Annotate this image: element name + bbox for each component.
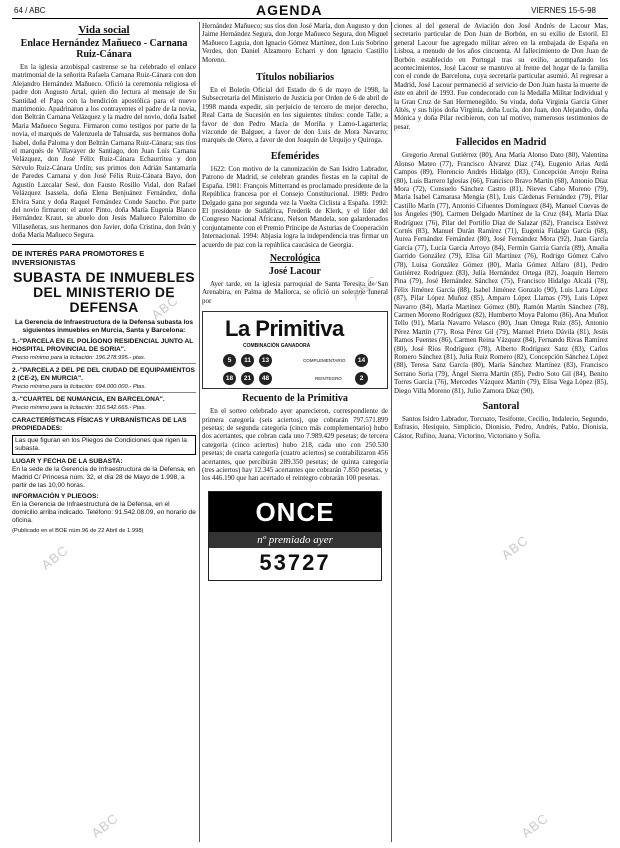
winning-number: 11 [241, 354, 254, 367]
primitiva-results-box [202, 311, 388, 389]
lot-name: 3.-"CUARTEL DE NUMANCIA, EN BARCELONA". [12, 395, 165, 403]
section-title: AGENDA [256, 2, 323, 18]
reintegro-number: 2 [355, 372, 368, 385]
article-title-enlace: Enlace Hernández Mañueco - Carnana Ruiz-Cánara [20, 38, 188, 60]
winning-number: 21 [241, 372, 254, 385]
article-title-recuento: Recuento de la Primitiva [242, 393, 348, 405]
winning-number: 48 [259, 372, 272, 385]
lot-name: 1.-"PARCELA EN EL POLÍGONO RESIDENCIAL JUNTO AL HOSPITAL PROVINCIAL DE SORIA". [12, 337, 194, 353]
article-body-titulos: En el Boletín Oficial del Estado de 6 de mayo de 1998, la Subsecretaría del Ministerio de Justicia por Orden de 6 de abril de 1998 manda expedir, sin perjuicio de tercero de mejor derecho, Real Carta de Sucesión en los siguientes títulos: conde Talle, a favor de don Pedro Macía de Moriña y Lamo-Lagarteria; vizconde de Balguer, a favor de don Luis de Mora Navarro; marqués de Olero, a favor de don Joaquín de Urquijo y Quiroga. [202, 86, 388, 145]
article-body-lacour: Ayer tarde, en la iglesia parroquial de Santa Teresita de San Arenabira, en Palma de Mallorca, se ofició un solemne funeral por [202, 279, 388, 305]
complementary-label: COMPLEMENTARIO [303, 358, 346, 364]
ad-info-heading: INFORMACIÓN Y PLIEGOS: [12, 492, 99, 500]
once-results-box [208, 491, 382, 581]
article-title-santoral: Santoral [482, 401, 520, 413]
once-logo: ONCE [209, 492, 381, 532]
column-right [394, 22, 608, 842]
ad-title: SUBASTA DE INMUEBLES DEL MINISTERIO DE DEFENSA [13, 268, 195, 315]
ad-characteristics-body: Las que figuran en los Pliegos de Condiciones que rigen la subasta. [12, 435, 196, 455]
winning-number: 13 [259, 354, 272, 367]
article-body-recuento: En el sorteo celebrado ayer aparecieron, correspondiente de primera categoría (seis aciertos), que cobrarán 797.571.899 pesetas; de segunda categoría (cinco más complementario) hubo dos acertantes, que cobran cada uno 7.989.429 pesetas; de tercera categoría (cinco aciertos) hubo 218, cada uno con 250.530 pesetas; de cuarta categoría (cuatro aciertos) se contabilizaron 456 acertantes, que percibirán 289.350 pesetas; de quinta categoría (tres aciertos) hay 12.345 acertantes que cobrarán 7.850 pesetas, y los 446.190 que han acertado el reintegro cobrarán 100 pesetas. [202, 407, 388, 483]
article-title-fallecidos: Fallecidos en Madrid [455, 137, 547, 149]
auction-advertisement [12, 249, 196, 535]
watermark: ABC [88, 810, 122, 841]
watermark: ABC [148, 292, 182, 323]
article-body-enlace-cont: Hernández Mañueco; sus tíos don José María, don Augusto y don Jaime Hernández Segura, don Jorge Mañueco Segura, don Miguel Mañueco Laguía, don Ignacio Gómez Martínez, don Luis Sobrino Verdes, don Daniel Alzamoro Echarri y don Ignacio Castillo Moreno. [202, 22, 388, 64]
divider [12, 244, 196, 245]
primitiva-subtitle: COMBINACIÓN GANADORA [243, 343, 311, 350]
article-body-fallecidos: Gregorio Arenal Gutiérrez (80), Ana María Alonso Dato (80), Valentina Alonso Mateo (77), Francisco Álvarez Díaz (74), Eugenio Arias Ardá Campos (89), Florencio Andrés Hidalgo (83), Concepción Arrojo Reina (80), Luis Barrero Iglesias (66), Francisco Bravo Martín (68), Antonio Díaz Mora (72), Consuelo Sánchez Castro (81), Nieves Cabo Moreno (79), María Isabel Camarasa Mengía (81), Luis Cárdenas Fernández (79), Pilar Castillo Marín (77), Antonio Cifuentes Domínguez (84), Manuel Cuevas de los Ángeles (90), Carmen Delgado Martínez de la Cruz (84), María Díaz Rodríguez (76), Pilar del Portillo Díaz de Salazar (82), Francisca Estévez Cortés (83), Manuel Durán Ramírez (71), Eugenia Fidalgo García (68), Aurea Fernández Fernández (80), José Fernández Mora (92), Juan García García (77), Lucía García Arroyo (84), Fermín García García (89), Amalia Garrido González (79), Elisa Gil Martínez (76), Rodrigo Gómez Calvo (78), Luisa González Gómez (80), María Gómez Alfaro (81), Pedro Gutiérrez Rodríguez (83), Julia Hernández Ortega (82), Joaquín Herrero Pina (79), José Hernández Sánchez (75), Francisco Hidalgo Alcalá (78), Félix Jiménez García (88), Isabel Jiménez Gonzalo (90), Luis Lara López (87), Pilar López Muñoz (85), Amparo López Llamas (79), Luis López Navarro (84), María Martínez Gómez (80), Ramón Martín Sánchez (78), Carmen Moreno Rodríguez (82), Humberto Moya Palomo (86), Ana Muñoz Tello (91), María Navarro Velasco (80), Juan Ortega Ruiz (85), Antonio Pérez Martín (77), Rosa Pérez Gil (79), Manuel Prieto Dávila (81), Jesús Ramos Fuentes (86), Carmen Reina Vázquez (84), Fernando Rivas Ramírez (80), José Ríos Rodríguez (78), Alberto Rodríguez Sanz (83), Carlos Romero Sánchez (81), Julia Ruiz Romero (82), Concepción Sánchez López (88), Teresa Sanz García (80), María Sánchez Martínez (83), Francisco Serrano Soria (79), Ángel Sierra Martín (85), Pedro Soto Gil (84), Benito Torres García (76), Mercedes Vázquez Martín (79), Elisa Vega López (85), Diego Villa Moreno (81), Julio Zamora Díaz (90). [394, 151, 608, 395]
column-left [12, 22, 196, 842]
ad-info-body: En la Gerencia de Infraestructura de la Defensa, en el domicilio arriba indicado. Teléfono: 91.542.08.09, en horario de oficina. [12, 500, 196, 524]
reintegro-label: REINTEGRO [315, 376, 342, 382]
article-title-efemerides: Efemérides [270, 150, 320, 162]
ad-place-body: En la sede de la Gerencia de Infraestructura de la Defensa, en Madrid C/ Princesa núm. 32, el día 28 de Mayo de 1.998, a partir de las 10,00 horas. [12, 465, 195, 489]
lot-price: Precio mínimo para la licitación: 196.278.995.- ptas. [12, 354, 196, 364]
lot-list [12, 338, 196, 414]
ad-kicker: DE INTERÉS PARA PROMOTORES E INVERSIONISTAS [12, 248, 145, 267]
article-body-santoral: Santos Isidro Labrador, Torcuato, Tesifonte, Cecilio, Indalecio, Segundo, Eufrasio, Hesiquio, Simplicio, Dionisio, Pedro, Andrés, Pablo, Dionisia, Cástor, Rufino, Juana, Victorino, Victoriano y Sofía. [394, 415, 608, 440]
column-divider [391, 22, 392, 842]
winning-number: 5 [223, 354, 236, 367]
column-divider [199, 22, 200, 842]
lot-price: Precio mínimo para la licitación: 316.542.665.- Ptas. [12, 404, 196, 414]
column-middle [202, 22, 388, 842]
watermark: ABC [498, 532, 532, 563]
ad-characteristics-heading: CARACTERÍSTICAS FÍSICAS Y URBANÍSTICAS DE LAS PROPIEDADES: [12, 416, 187, 432]
once-subtitle: nº premiado ayer [209, 532, 381, 548]
article-title-titulos: Títulos nobiliarios [255, 72, 335, 84]
section-heading-vida-social: Vida social [78, 24, 130, 36]
winning-number: 18 [223, 372, 236, 385]
article-body-efemerides: 1622: Con motivo de la canonización de San Isidro Labrador, Patrono de Madrid, se celebran grandes fiestas en la capital de España. 1981: François Mitterrand es proclamado presidente de la República francesa por el Consejo Constitucional. 1989: Pedro Delgado gana por segunda vez la Vuelta Ciclista a España. 1992: El presidente de Sudáfrica, Frederik de Klerk, y el líder del Congreso Nacional Africano, Nelson Mandela, son galardonados conjuntamente con el Premio Príncipe de Asturias de Cooperación Internacional. 1994: Abjasia logra la independencia tras firmar un acuerdo de paz con la república caucásica de Georgia. [202, 164, 388, 249]
watermark: ABC [518, 810, 552, 841]
page-header [0, 0, 620, 20]
once-winning-number: 53727 [259, 549, 331, 575]
watermark: ABC [38, 542, 72, 573]
ad-place-heading: LUGAR Y FECHA DE LA SUBASTA: [12, 457, 123, 465]
page-number: 64 / ABC [14, 6, 46, 15]
primitiva-logo: La Primitiva [225, 316, 344, 342]
ad-footnote: (Publicado en el BOE núm.96 de 22 Abril de 1.998) [12, 527, 144, 534]
header-rule [12, 18, 608, 19]
watermark: ABC [348, 272, 382, 303]
article-body-enlace: En la iglesia arzobispal castrense se ha celebrado el enlace matrimonial de la señorita Rafaela Carnana Ruiz-Cánara con don Alejandro Hernández Mañueco. Ofició la ceremonia religiosa el padre don Augusto Artal, quien dio lectura al mensaje de Su Santidad el Papa con la bendición apostólica para el nuevo matrimonio. Apadrinaron a los contrayentes el padre de la novia, don Beltrán Carnana Velázquez y la madre del novio, doña Isabel María Mañueco Segura. Firmaron como testigos por parte de la novia, el marqués de Valenzuela de Tahuarda, sus hermanos doña Isabel, doña Paloma y don Beltrán Carnana Ruiz-Cánara; sus tíos el marqués de Villavayer de Santiago, don Juan Luis Carnana Velázquez, don José Félix Ruiz-Cánara Echaurritea y don Sérvulo Ruiz-Cánara Urdín; sus primos don Adrián Santamaría de Paredes Carnana y don José Félix Ruiz-Cánara Bayo, don Agustín Lazcalar Sesé, don Fausto Rosillo Vidal, don Rafael Velázquez Isassela, doña Elena Benjuánez Fernández, doña Elvira Sanz y doña Raquel Fernández Conde Saucho. Por parte del novio firmaron: el autor Pinto, doña María Eugenia Blanco Hernández Kraut, su abuelo don Jesús Mañueco Palomino de Villaseñeras, sus hermanos don Javier, doña Cristina, don Iván y doña María Mañueco Segura. [12, 63, 196, 240]
article-title-lacour: José Lacour [269, 265, 321, 277]
complementary-number: 14 [355, 354, 368, 367]
lot-name: 2.-"PARCELA 2 DEL PE DEL CIUDAD DE EQUIPAMIENTOS 2 (CE-2), EN MURCIA". [12, 366, 195, 382]
issue-date: VIERNES 15-5-98 [531, 6, 596, 15]
section-heading-necrologica: Necrológica [269, 252, 321, 264]
lot-price: Precio mínimo para la licitación: 694.000.000.- Ptas. [12, 383, 196, 393]
article-body-lacour-cont: ciones al del general de Aviación don José Andrés de Lacour Mas, secretario particular de Don Juan de Borbón, en su exilio de Estoril. El general Lacour fue agregado militar aéreo en la embajada de España en Lisboa, a menudo de los años cincuenta. Al fallecimiento de Don Juan de Borbón establecido en Portugal tras su exilio, acompañando los acontecimientos, José Lacour se mantuvo al frente del hogar de la familia con el conde de Barcelona, cuya secretaría particular asumió. Al regresar a Madrid, José Lacour permaneció al servicio de Don Juan hasta la muerte de éste en abril de 1993. Fue condecorado con la Medalla Militar Individual y la Gran Cruz de San Hermenegildo. Su viuda, doña Virginia García Giner Altés, y sus hijos doña Virginia, doña Lucía, don Juan, don Alejandro, doña Mónica y doña Pilar recibieron, con tal motivo, numerosos testimonios de pesar. [394, 22, 608, 131]
ad-lead: La Gerencia de Infraestructura de la Defensa subasta los siguientes inmuebles en Murcia, Santa y Barcelona: [14, 318, 194, 334]
